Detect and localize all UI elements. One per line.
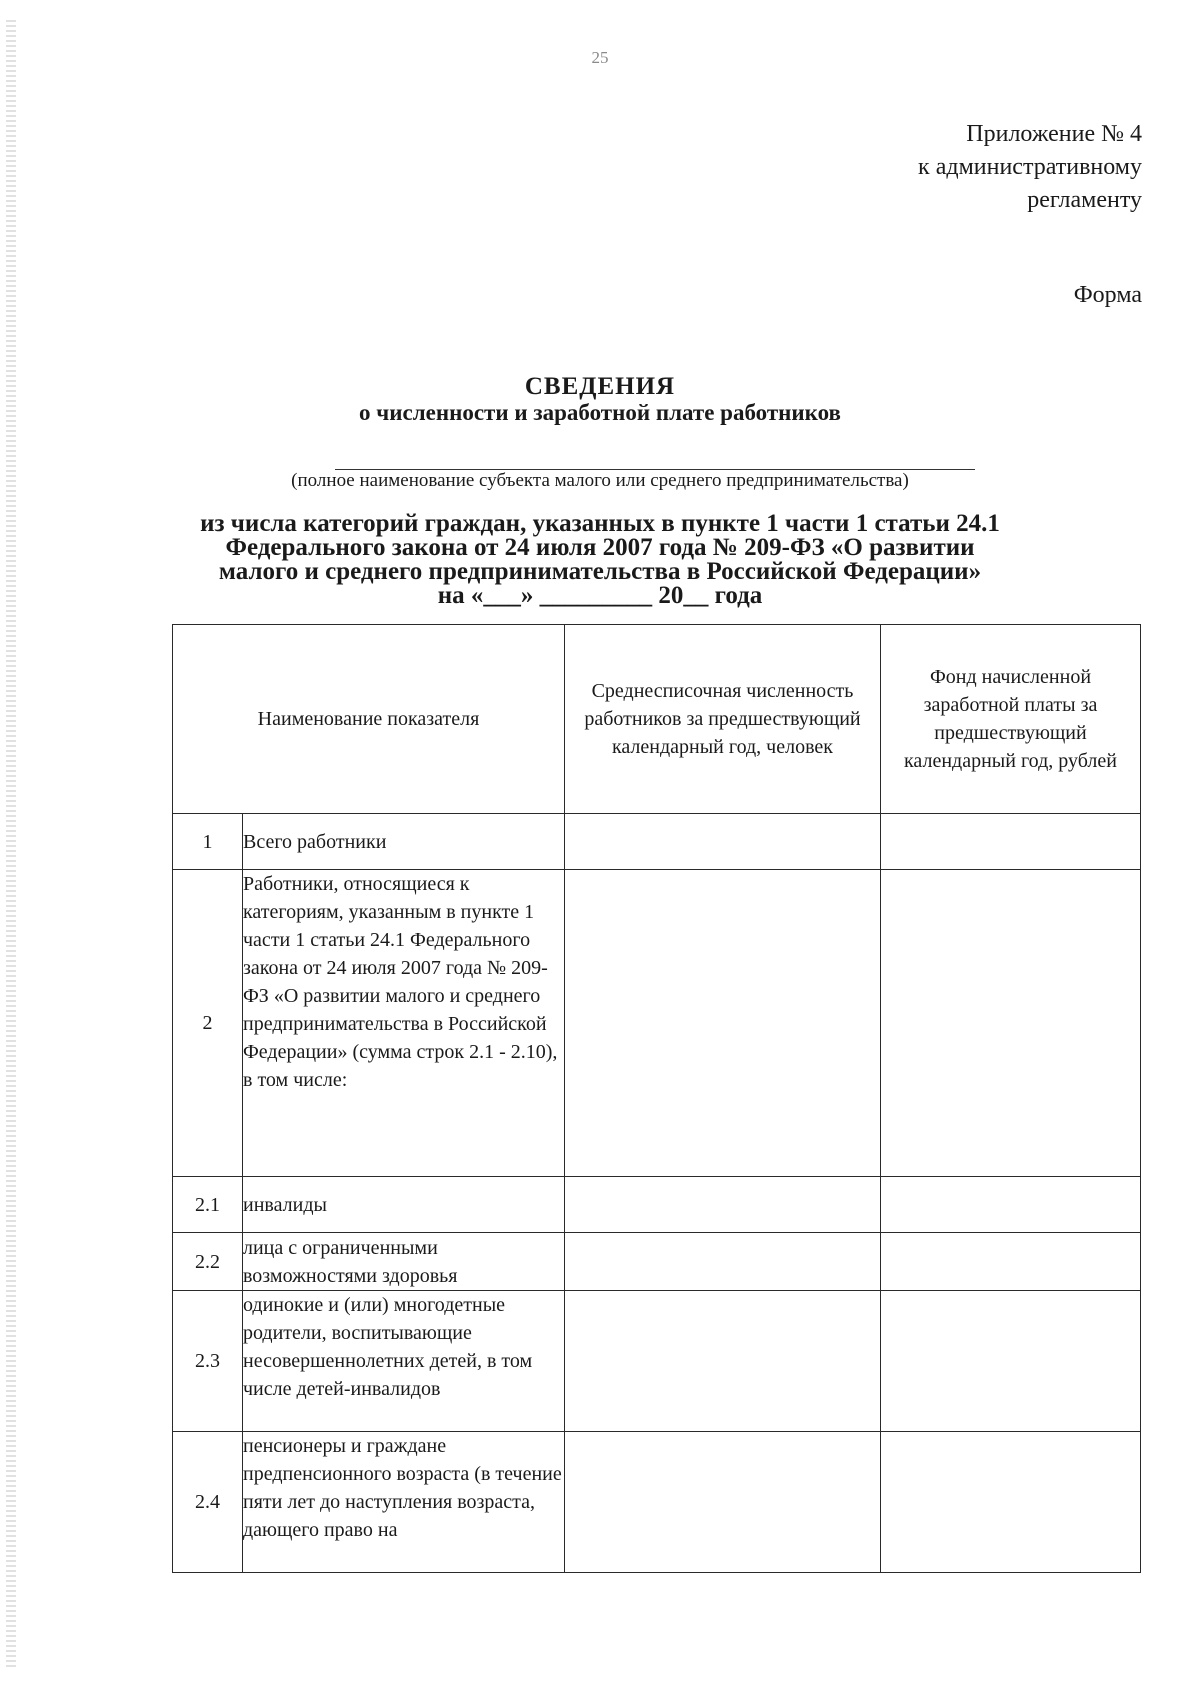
row-number: 2	[173, 870, 243, 1177]
headcount-cell[interactable]	[565, 1432, 881, 1573]
payroll-cell[interactable]	[881, 1432, 1141, 1573]
table-row	[173, 1432, 1141, 1573]
row-number: 2.3	[173, 1291, 243, 1432]
row-label: Работники, относящиеся к категориям, указанным в пункте 1 части 1 статьи 24.1 Федерального закона от 24 июля 2007 года № 209-ФЗ «О развитии малого и среднего предпринимательства в Российской Федерации» (сумма строк 2.1 - 2.10), в том числе:	[243, 870, 565, 1177]
category-line-1: из числа категорий граждан, указанных в пункте 1 части 1 статьи 24.1	[200, 510, 1000, 537]
payroll-cell[interactable]	[881, 814, 1141, 870]
row-label: инвалиды	[243, 1177, 565, 1233]
row-label: Всего работники	[243, 814, 565, 870]
data-table	[172, 624, 1141, 1573]
table-row	[173, 814, 1141, 870]
row-number: 2.2	[173, 1233, 243, 1291]
header-payroll: Фонд начисленной заработной платы за предшествующий календарный год, рублей	[881, 625, 1141, 814]
headcount-cell[interactable]	[565, 814, 881, 870]
payroll-cell[interactable]	[881, 870, 1141, 1177]
document-title: СВЕДЕНИЯ	[524, 373, 676, 400]
document-subtitle: о численности и заработной плате работников	[359, 400, 841, 425]
headcount-cell[interactable]	[565, 1177, 881, 1233]
category-line-2: Федерального закона от 24 июля 2007 года № 209-ФЗ «О развитии	[225, 534, 975, 561]
category-line-3: малого и среднего предпринимательства в Российской Федерации»	[218, 558, 982, 585]
form-label: Форма	[1073, 282, 1142, 308]
headcount-cell[interactable]	[565, 870, 881, 1177]
table-row	[173, 1291, 1141, 1432]
header-headcount: Среднесписочная численность работников за предшествующий календарный год, человек	[565, 625, 881, 814]
row-number: 1	[173, 814, 243, 870]
page-number: 25	[591, 48, 609, 67]
category-date-line: на «___» _________ 20__ года	[437, 582, 763, 609]
appendix-line-3: регламенту	[1027, 187, 1142, 213]
scan-edge	[6, 20, 16, 1670]
headcount-cell[interactable]	[565, 1233, 881, 1291]
headcount-cell[interactable]	[565, 1291, 881, 1432]
payroll-cell[interactable]	[881, 1177, 1141, 1233]
appendix-line-2: к административному	[918, 154, 1142, 180]
appendix-line-1: Приложение № 4	[966, 121, 1142, 147]
category-heading	[0, 512, 1200, 608]
entity-name-caption: (полное наименование субъекта малого или среднего предпринимательства)	[291, 470, 909, 491]
row-label: пенсионеры и граждане предпенсионного возраста (в течение пяти лет до наступления возраста, дающего право на	[243, 1432, 565, 1573]
row-number: 2.1	[173, 1177, 243, 1233]
table-row	[173, 1177, 1141, 1233]
row-label: одинокие и (или) многодетные родители, воспитывающие несовершеннолетних детей, в том числе детей-инвалидов	[243, 1291, 565, 1432]
appendix-note	[918, 118, 1142, 217]
table-header-row	[173, 625, 1141, 814]
row-number: 2.4	[173, 1432, 243, 1573]
payroll-cell[interactable]	[881, 1233, 1141, 1291]
payroll-cell[interactable]	[881, 1291, 1141, 1432]
table-row	[173, 870, 1141, 1177]
row-label: лица с ограниченными возможностями здоровья	[243, 1233, 565, 1291]
table-row	[173, 1233, 1141, 1291]
header-indicator: Наименование показателя	[173, 625, 565, 814]
